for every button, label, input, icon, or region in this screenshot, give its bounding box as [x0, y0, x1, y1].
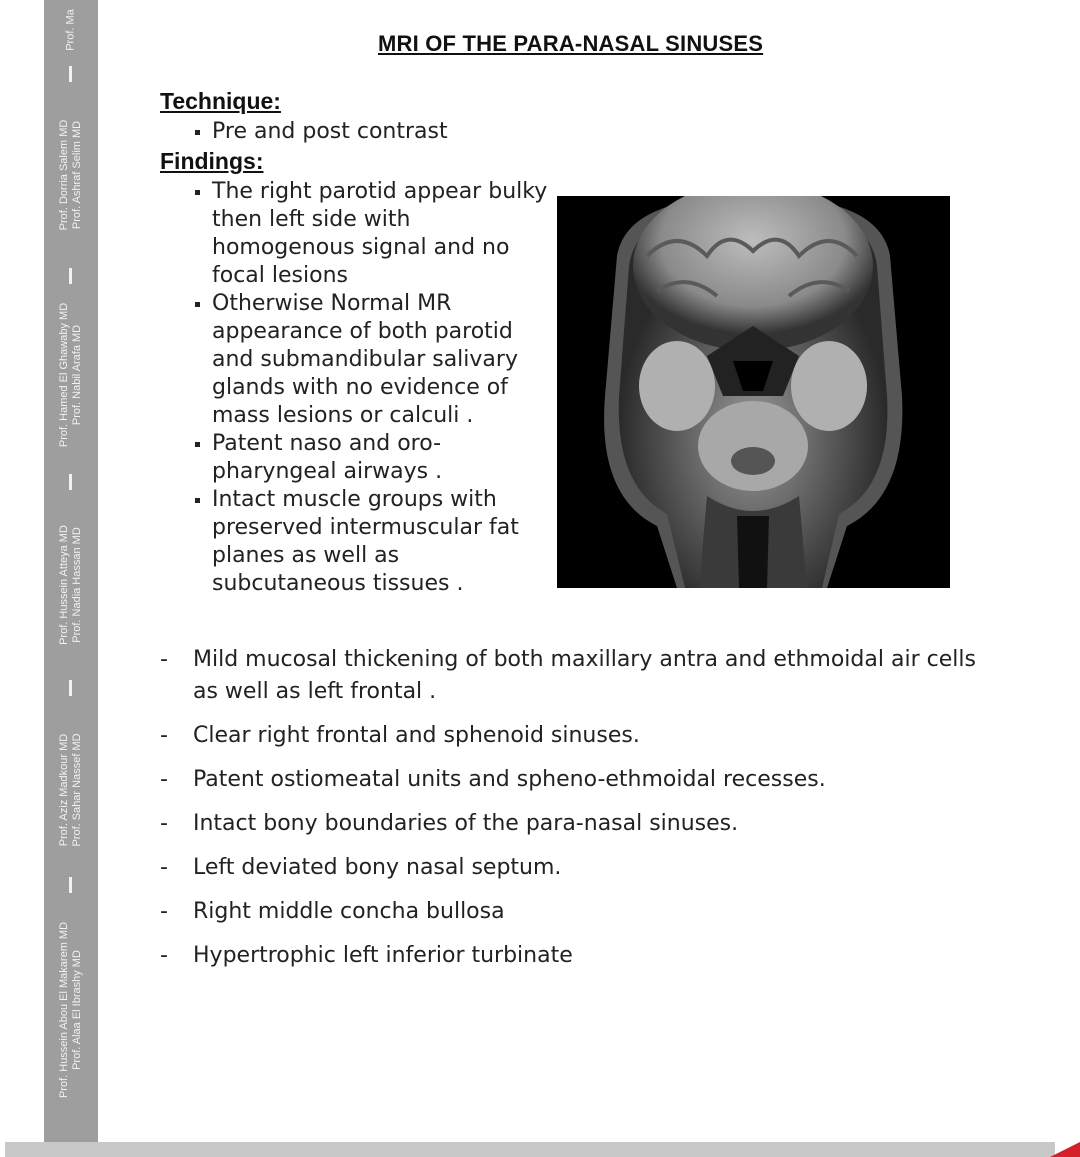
- doctor-name: Prof. Dorria Salem MD: [58, 119, 70, 231]
- list-item: [160, 644, 993, 708]
- list-item: Patent naso and oro-pharyngeal airways .: [190, 430, 550, 486]
- dash-marker: -: [160, 647, 168, 672]
- list-item: Intact muscle groups with preserved intermuscular fat planes as well as subcutaneous tissues .: [190, 486, 550, 598]
- footer-accent-corner: [1050, 1142, 1080, 1157]
- findings-heading: Findings:: [160, 148, 264, 174]
- doctor-name: Prof. Aziz Madkour MD: [58, 733, 70, 847]
- list-item: [160, 808, 993, 840]
- list-item-text: Patent ostiomeatal units and spheno-ethmoidal recesses.: [193, 767, 826, 792]
- doctor-name: Prof. Sahar Nassef MD: [71, 733, 83, 847]
- sinus-findings-list: [160, 644, 993, 984]
- doctor-name: Prof. Alaa El Ibrashy MD: [71, 950, 83, 1070]
- findings-list: [190, 178, 550, 598]
- list-item: [160, 852, 993, 884]
- list-item-text: Left deviated bony nasal septum.: [193, 855, 562, 880]
- dash-marker: -: [160, 723, 168, 748]
- sidebar-doctor-group: [44, 705, 98, 875]
- technique-list: [190, 118, 448, 146]
- doctors-sidebar: [44, 0, 98, 1142]
- list-item-text: Clear right frontal and sphenoid sinuses.: [193, 723, 640, 748]
- dash-marker: -: [160, 943, 168, 968]
- list-item: The right parotid appear bulky then left side with homogenous signal and no focal lesions: [190, 178, 550, 290]
- dash-marker: -: [160, 811, 168, 836]
- doctor-name: Prof. Nabil Arafa MD: [71, 324, 83, 426]
- mri-scan-image: [557, 196, 950, 588]
- sidebar-divider: [69, 474, 72, 490]
- doctor-name: Prof. Ashraf Selim MD: [71, 120, 83, 230]
- list-item: Otherwise Normal MR appearance of both parotid and submandibular salivary glands with no evidence of mass lesions or calculi .: [190, 290, 550, 430]
- sidebar-divider: [69, 877, 72, 893]
- doctor-name: Prof. Nadia Hassan MD: [71, 527, 83, 643]
- sidebar-doctor-group: [44, 285, 98, 465]
- sidebar-doctor-group: [44, 90, 98, 260]
- doctor-name: Prof. Ma: [64, 9, 77, 51]
- footer-bar: [5, 1142, 1055, 1157]
- report-title: MRI OF THE PARA-NASAL SINUSES: [378, 31, 764, 56]
- doctor-name: Prof. Hussein Abou El Makarem MD: [58, 921, 70, 1099]
- list-item-text: Right middle concha bullosa: [193, 899, 505, 924]
- sidebar-divider: [69, 66, 72, 82]
- mri-coronal-illustration: [557, 196, 950, 588]
- sidebar-doctor-group: [44, 895, 98, 1125]
- list-item-text: Hypertrophic left inferior turbinate: [193, 943, 573, 968]
- list-item: [160, 896, 993, 928]
- sidebar-doctor-group: [44, 500, 98, 670]
- doctor-name: Prof. Hamed El Ghawaby MD: [58, 302, 70, 448]
- list-item-text: Intact bony boundaries of the para-nasal sinuses.: [193, 811, 739, 836]
- technique-heading: Technique:: [160, 88, 281, 114]
- sidebar-doctor-group: [44, 0, 98, 60]
- list-item: Pre and post contrast: [190, 118, 448, 146]
- doctor-name: Prof. Hussein Atteya MD: [58, 525, 70, 645]
- list-item-text: Mild mucosal thickening of both maxillary antra and ethmoidal air cells as well as left frontal .: [193, 647, 976, 704]
- list-item: [160, 720, 993, 752]
- sidebar-divider: [69, 680, 72, 696]
- list-item: [160, 940, 993, 972]
- sidebar-divider: [69, 268, 72, 284]
- dash-marker: -: [160, 899, 168, 924]
- dash-marker: -: [160, 767, 168, 792]
- list-item: [160, 764, 993, 796]
- dash-marker: -: [160, 855, 168, 880]
